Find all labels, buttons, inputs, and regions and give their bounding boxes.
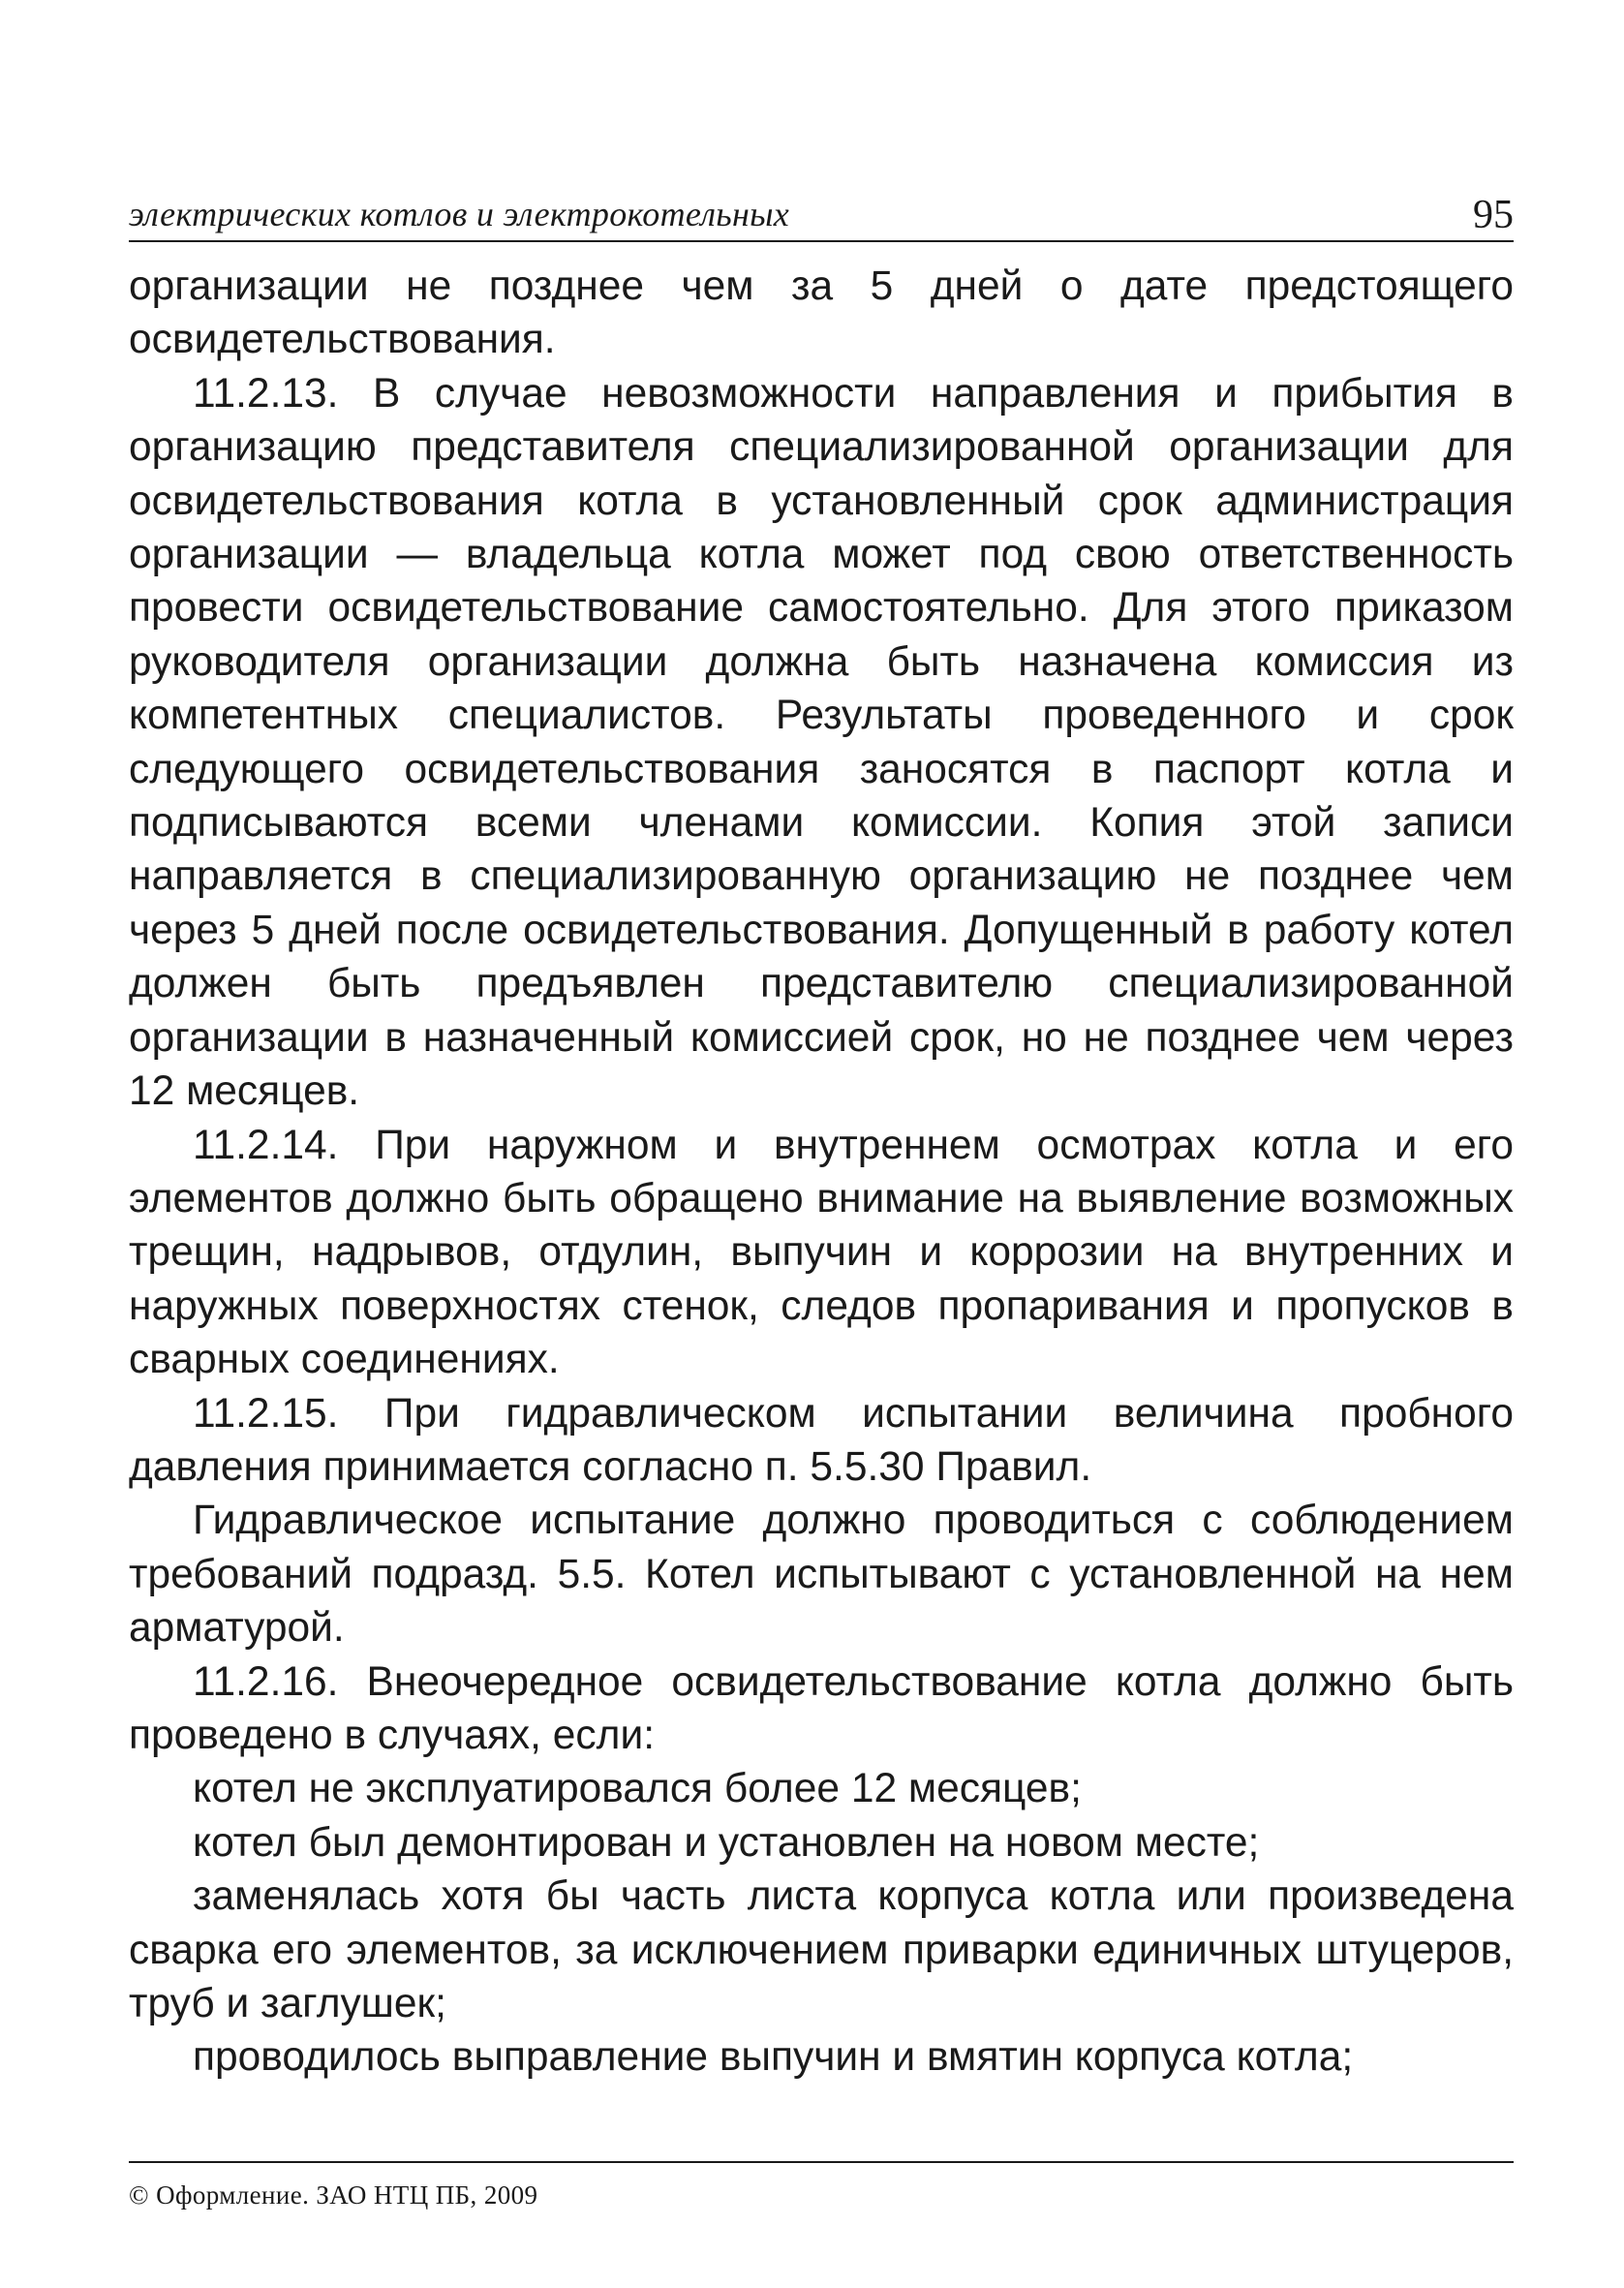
paragraph-11-2-16: 11.2.16. Внеочередное освидетельствование котла должно быть проведено в случаях, если: [129,1658,1514,1758]
body-text [129,260,1514,2085]
list-item: котел был демонтирован и установлен на новом месте; [193,1819,1260,1866]
paragraph-11-2-15: 11.2.15. При гидравлическом испытании величина пробного давления принимается согласно п. 5.5.30 Правил. [129,1390,1514,1490]
running-title: электрических котлов и электрокотельных [129,195,790,233]
paragraph: организации не позднее чем за 5 дней о дате предстоящего освидетельствования. [129,263,1514,363]
list-item: заменялась хотя бы часть листа корпуса котла или произведена сварка его элементов, за исключением приварки единичных штуцеров, труб и заглушек; [129,1873,1514,2026]
paragraph: Гидравлическое испытание должно проводиться с соблюдением требований подразд. 5.5. Котел испытывают с установленной на нем арматурой. [129,1498,1514,1652]
page-footer [129,2161,1514,2211]
list-item: котел не эксплуатировался более 12 месяцев; [193,1766,1082,1812]
copyright-notice: © Оформление. ЗАО НТЦ ПБ, 2009 [129,2180,538,2210]
page-number: 95 [1473,193,1514,237]
list-item: проводилось выправление выпучин и вмятин корпуса котла; [193,2034,1354,2081]
paragraph-11-2-13: 11.2.13. В случае невозможности направления и прибытия в организацию представителя специализированной организации для освидетельствования котла в установленный срок администрация организации — владельца котла может под свою ответственность провести освидетельствование самостоятельно. Для этого приказом руководителя организации должна быть назначена комиссия из компетентных специалистов. Результаты проведенного и срок следующего освидетельствования заносятся в паспорт котла и подписываются всеми членами комиссии. Копия этой записи направляется в специализированную организацию не позднее чем через 5 дней после освидетельствования. Допущенный в работу котел должен быть предъявлен представителю специализированной организации в назначенный комиссией срок, но не позднее чем через 12 месяцев. [129,370,1514,1115]
running-header [129,184,1514,242]
paragraph-11-2-14: 11.2.14. При наружном и внутреннем осмотрах котла и его элементов должно быть обращено внимание на выявление возможных трещин, надрывов, отдулин, выпучин и коррозии на внутренних и наружных поверхностях стенок, следов пропаривания и пропусков в сварных соединениях. [129,1122,1514,1383]
document-page [129,184,1514,2141]
